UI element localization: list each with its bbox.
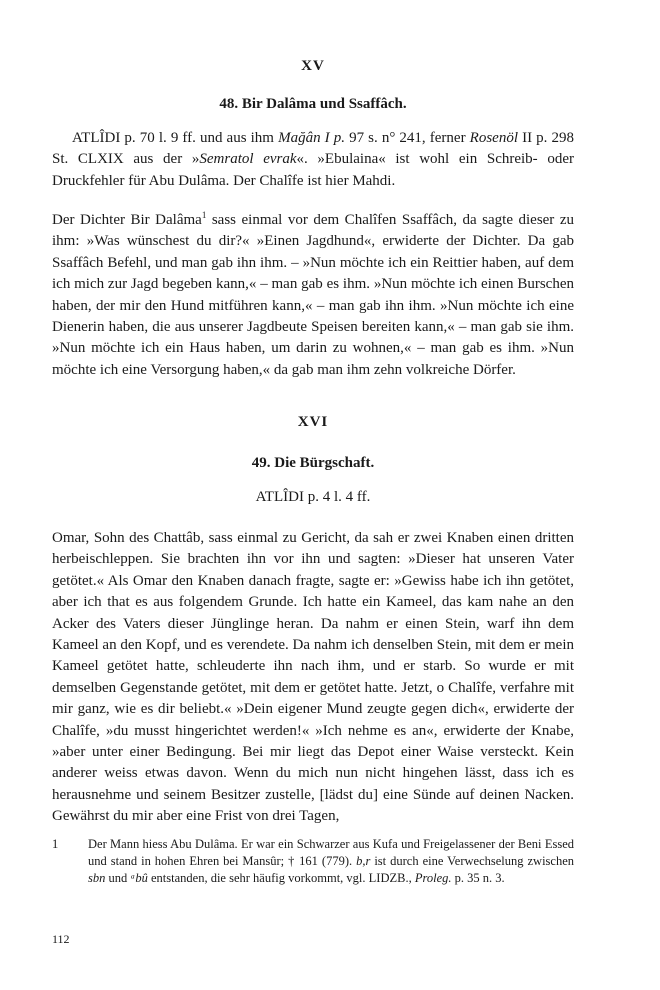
story-48-body bbox=[52, 210, 574, 381]
footnote-italic: sbn bbox=[88, 871, 106, 886]
source-title-italic: Semratol evrak bbox=[199, 151, 297, 168]
footnote-number: 1 bbox=[52, 837, 59, 851]
story-49-title: 49. Die Bürgschaft. bbox=[251, 455, 375, 471]
story-49-source-note: ATLÎDI p. 4 l. 4 ff. bbox=[255, 489, 371, 505]
page-number: 112 bbox=[52, 932, 70, 946]
source-text: II p. 298 St. CLXIX aus der » bbox=[52, 130, 575, 168]
footnote-segment: und bbox=[105, 871, 131, 886]
footnote-italic: b,r bbox=[356, 854, 371, 869]
footnote-marker: 1 bbox=[201, 210, 207, 220]
source-text: «. »Ebulaina« ist wohl ein Schreib- oder Druckfehler für Abu Dulâma. Der Chalîfe ist hier Mahdi. bbox=[52, 151, 574, 189]
section-number-xvi: XVI bbox=[297, 414, 329, 430]
source-title-italic: Mağân I p. bbox=[278, 130, 345, 146]
story-49-body: Omar, Sohn des Chattâb, sass einmal zu Gericht, da sah er zwei Knaben einen dritten herbeischleppen. Sie brachten ihn vor ihn und sagten: »Dieser hat unseren Vater getötet.« Als Omar den Knaben danach fragte, sagte er: »Gewiss habe ich ihn getötet, aber ich that es aus folgendem Grunde. Ich hatte ein Kameel, das kam nahe an den Acker des Vaters dieser Jünglinge heran. Da nahm er einen Stein, warf ihn dem Kameel an den Kopf, und es verendete. Da nahm ich denselben Stein, mit dem er mein Kameel getötet hatte, schleuderte ihn nach ihm, und er starb. So wurde er mit demselben Gegenstande getötet, mit dem er getötet hatte. Jetzt, o Chalîfe, verfahre mit mir ganz, wie es dir beliebt.« »Dein eigener Mund zeugte gegen dich«, erwiderte der Chalîfe, »du musst hingerichtet werden!« »Ich nehme es an«, erwiderte der Knabe, »aber unter einer Bedingung. Bei mir liegt das Depot einer Waise versteckt. Kein anderer weiss etwas davon. Wenn du mich nun nicht hingehen lässt, dass ich es herausnehme und seinem Besitzer zustelle, [lädst du] eine Sünde auf deinen Nacken. Gewährst du mir aber eine Frist von drei Tagen, bbox=[52, 530, 574, 825]
footnote-segment: p. 35 n. 3. bbox=[451, 871, 505, 886]
footnote bbox=[52, 836, 574, 888]
body-text: sass einmal vor dem Chalîfen Ssaffâch, da sagte dieser zu ihm: »Was wünschest du dir?« »Einen Jagdhund«, erwiderte der Dichter. Da gab Ssaffâch Befehl, und man gab ihn ihm. – »Nun möchte ich ein Reittier haben, auf dem ich mich zur Jagd begeben kann,« – man gab es ihm. »Nun möchte ich einen Burschen haben, der mir den Hund mitführen kann,« – man gab ihn ihm. »Nun möchte ich eine Dienerin haben, die aus unserer Jagdbeute Speisen bereiten kann,« – man gab sie ihm. »Nun möchte ich ein Haus haben, um darin zu wohnen,« – man gab es ihm. »Nun möchte ich eine Versorgung haben,« da gab man ihm zehn volkreiche Dörfer. bbox=[52, 212, 574, 378]
footnote-segment: entstanden, die sehr häufig vorkommt, vgl. LIDZB., bbox=[147, 871, 415, 886]
footnote-text bbox=[88, 836, 574, 888]
source-text: 97 s. n° 241, ferner bbox=[345, 130, 470, 146]
section-number-xv: XV bbox=[301, 58, 325, 74]
footnote-italic: Proleg. bbox=[414, 871, 452, 886]
footnote-segment: Der Mann hiess Abu Dulâma. Er war ein Schwarzer aus Kufa und Freigelassener der Beni Essed und stand in hohen Ehren bei Mansûr; † 161 (779). bbox=[88, 837, 574, 869]
footnote-segment: ist durch eine Verwechselung zwischen bbox=[370, 854, 574, 869]
footnote-italic: ᵃbû bbox=[130, 871, 148, 886]
body-text: Der Dichter Bir Dalâma bbox=[52, 212, 202, 228]
source-title-italic: Rosenöl bbox=[469, 130, 518, 146]
story-48-source-note bbox=[52, 128, 574, 192]
story-48-title: 48. Bir Dalâma und Ssaffâch. bbox=[219, 96, 407, 112]
source-text: ATLÎDI p. 70 l. 9 ff. und aus ihm bbox=[72, 130, 279, 146]
